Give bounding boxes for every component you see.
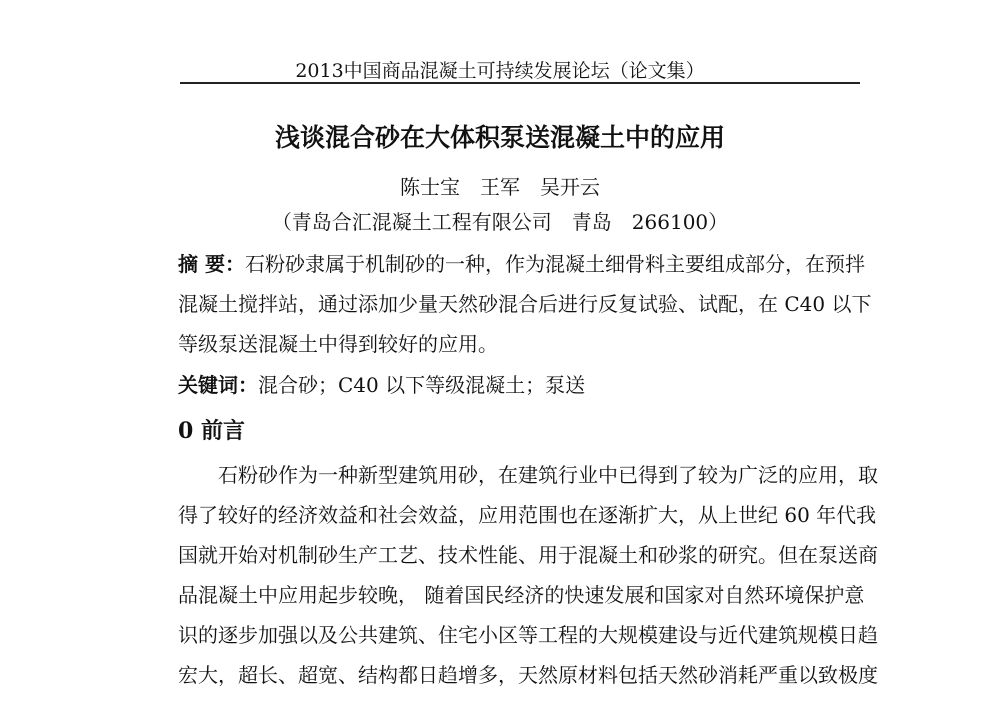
paragraph-line: 宏大，超长、超宽、结构都日趋增多，天然原材料包括天然砂消耗严重以致极度 [178, 663, 878, 687]
running-header: 2013中国商品混凝土可持续发展论坛（论文集） [295, 60, 705, 82]
abstract-line: 混凝土搅拌站，通过添加少量天然砂混合后进行反复试验、试配，在 C40 以下 [178, 292, 872, 316]
abstract-line: 等级泵送混凝土中得到较好的应用。 [178, 332, 498, 356]
section-heading: 0 前言 [178, 418, 245, 444]
paragraph-line: 品混凝土中应用起步较晚， 随着国民经济的快速发展和国家对自然环境保护意 [178, 583, 865, 607]
keywords-label: 关键词： [178, 373, 258, 397]
paragraph-line: 得了较好的经济效益和社会效益，应用范围也在逐渐扩大，从上世纪 60 年代我 [178, 503, 877, 527]
affiliation: （青岛合汇混凝土工程有限公司 青岛 266100） [271, 210, 729, 234]
abstract-label: 摘 要： [178, 252, 245, 276]
abstract-line: 摘 要：石粉砂隶属于机制砂的一种，作为混凝土细骨料主要组成部分，在预拌 [178, 252, 865, 276]
keywords-line [178, 369, 860, 398]
paragraph-line: 识的逐步加强以及公共建筑、住宅小区等工程的大规模建设与近代建筑规模日趋 [178, 623, 878, 647]
keywords-text: 混合砂；C40 以下等级混凝土；泵送 [258, 373, 586, 397]
paragraph-line: 石粉砂作为一种新型建筑用砂，在建筑行业中已得到了较为广泛的应用，取 [218, 463, 878, 487]
authors: 陈士宝 王军 吴开云 [400, 175, 600, 199]
paragraph-line: 国就开始对机制砂生产工艺、技术性能、用于混凝土和砂浆的研究。但在泵送商 [178, 543, 878, 567]
paper-title: 浅谈混合砂在大体积泵送混凝土中的应用 [274, 123, 725, 152]
header-rule [180, 82, 860, 84]
